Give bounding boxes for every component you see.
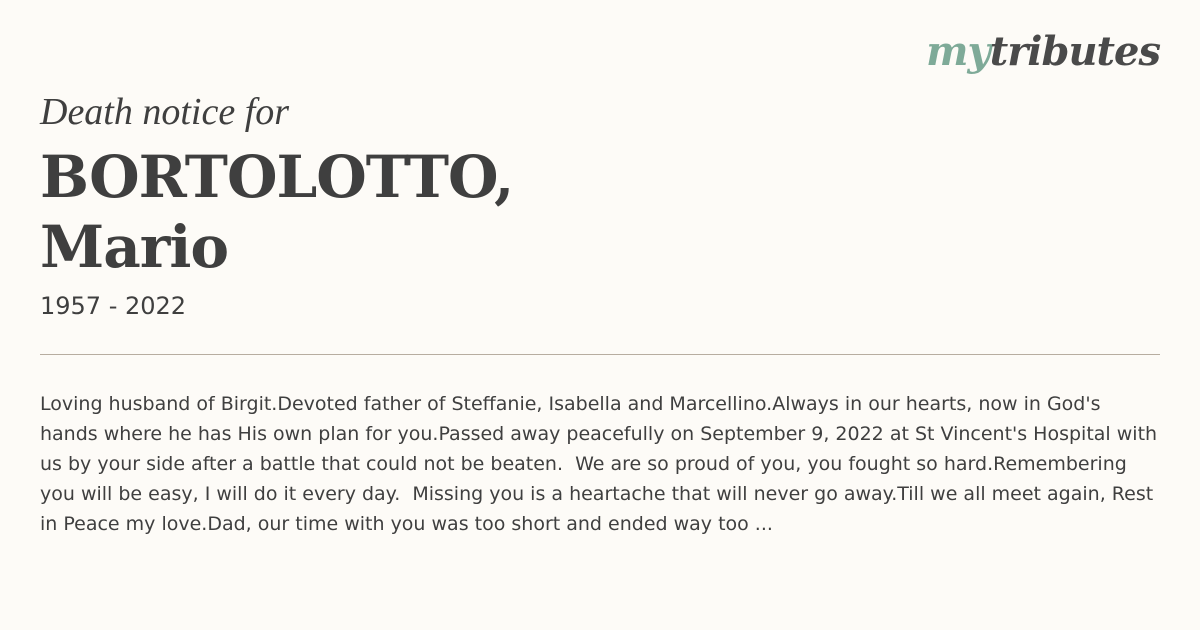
deceased-surname: BORTOLOTTO, (40, 143, 514, 211)
logo-part-my: my (926, 28, 990, 75)
section-divider (40, 354, 1160, 355)
notice-kicker: Death notice for (40, 91, 290, 133)
life-years: 1957 - 2022 (40, 292, 187, 320)
notice-text: Loving husband of Birgit.Devoted father of Steffanie, Isabella and Marcellino.Always in our hearts, now in God's hands where he has His own plan for you.Passed away peacefully on September 9, 2022 at St Vincent's Hospital with us by your side after a battle that could not be beaten. We are so proud of you, you fought so hard.Remembering you will be easy, I will do it every day. Missing you is a heartache that will never go away.Till we all meet again, Rest in Peace my love.Dad, our time with you was too short and ended way too ... (40, 393, 1164, 535)
deceased-given-name: Mario (40, 213, 229, 281)
mytributes-logo[interactable] (926, 28, 1160, 75)
deceased-name (40, 142, 513, 282)
logo-part-tributes: tributes (989, 28, 1160, 75)
